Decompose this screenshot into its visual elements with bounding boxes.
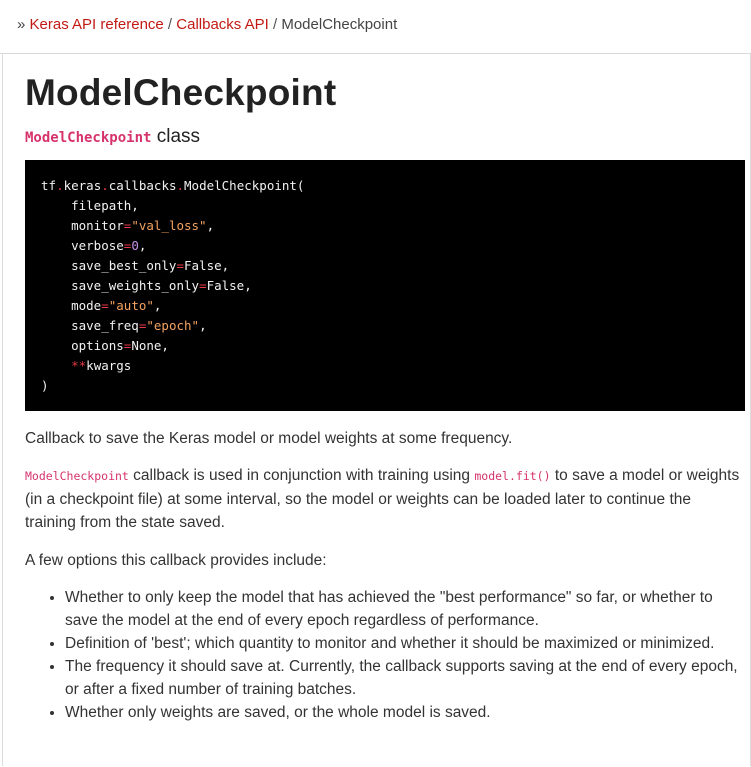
code-token: "epoch" [146, 318, 200, 333]
usage-text-2: to save a model or weights (in a checkpoint file) at some interval, so the model or weights can be loaded later to continue the training from the state saved. [25, 467, 740, 531]
code-token: , [153, 298, 162, 313]
code-line [41, 316, 729, 336]
list-item: • Whether to only keep the model that has achieved the "best performance" so far, or whether to save the model at the end of every epoch regardless of performance. [65, 586, 749, 632]
code-token: , [138, 238, 147, 253]
code-token: . [176, 178, 185, 193]
breadcrumb-current: ModelCheckpoint [281, 16, 398, 33]
breadcrumb-separator: / [268, 16, 282, 33]
main-content [2, 54, 751, 766]
code-token: options [41, 338, 124, 353]
breadcrumb [0, 0, 751, 54]
code-token: = [176, 258, 184, 273]
code-token: tf [41, 178, 57, 193]
breadcrumb-separator: / [163, 16, 177, 33]
code-line [41, 196, 729, 216]
code-token: = [123, 238, 132, 253]
code-line [41, 296, 729, 316]
code-line [41, 236, 729, 256]
code-token: ModelCheckpoint( [184, 178, 305, 193]
code-line [41, 356, 729, 376]
options-list [25, 586, 749, 724]
code-block[interactable] [25, 160, 745, 411]
code-line [41, 276, 729, 296]
list-item: • Whether only weights are saved, or the whole model is saved. [65, 701, 749, 724]
code-token: save_best_only [41, 258, 177, 273]
inline-code-model-fit: model.fit() [474, 469, 551, 483]
code-token: = [123, 218, 132, 233]
list-item: • Definition of 'best'; which quantity to monitor and whether it should be maximized or minimized. [65, 632, 749, 655]
code-line [41, 176, 729, 196]
code-token: False, [206, 278, 252, 293]
breadcrumb-link-callbacks-api[interactable]: Callbacks API [176, 16, 269, 33]
code-token: keras [63, 178, 102, 193]
code-token: ) [41, 378, 49, 393]
inline-code-modelcheckpoint: ModelCheckpoint [25, 469, 129, 483]
breadcrumb-link-keras-api-reference[interactable]: Keras API reference [29, 16, 164, 33]
code-token: "val_loss" [131, 218, 207, 233]
code-token: , [206, 218, 215, 233]
code-token: kwargs [86, 358, 132, 373]
usage-paragraph [25, 464, 745, 534]
description: Callback to save the Keras model or model weights at some frequency. [25, 430, 513, 447]
code-token: save_weights_only [41, 278, 200, 293]
list-item: • The frequency it should save at. Currently, the callback supports saving at the end of every epoch, or after a fixed number of training batches. [65, 655, 749, 701]
code-token: mode [41, 298, 102, 313]
breadcrumb-prefix: » [17, 16, 30, 33]
page-title: ModelCheckpoint [25, 72, 337, 113]
code-token: = [199, 278, 207, 293]
code-token [41, 358, 71, 373]
code-token: monitor [41, 218, 124, 233]
code-line [41, 216, 729, 236]
code-token: verbose [41, 238, 124, 253]
code-token: callbacks [108, 178, 177, 193]
class-heading [25, 125, 743, 150]
code-token: . [101, 178, 109, 193]
code-token: filepath, [41, 198, 139, 213]
code-token: None, [131, 338, 169, 353]
class-name-code: ModelCheckpoint [25, 130, 152, 146]
usage-text-1: callback is used in conjunction with training using [128, 467, 475, 484]
code-line [41, 256, 729, 276]
code-line [41, 376, 729, 396]
code-token: . [56, 178, 64, 193]
code-token: 0 [131, 238, 139, 253]
class-word: class [156, 126, 201, 147]
code-token: , [199, 318, 207, 333]
code-token: = [123, 338, 132, 353]
code-token: = [138, 318, 147, 333]
options-intro: A few options this callback provides include: [25, 552, 327, 569]
code-token: False, [184, 258, 230, 273]
code-token: save_freq [41, 318, 139, 333]
code-token: = [101, 298, 109, 313]
code-token: "auto" [108, 298, 154, 313]
code-token: ** [71, 358, 87, 373]
code-line [41, 336, 729, 356]
